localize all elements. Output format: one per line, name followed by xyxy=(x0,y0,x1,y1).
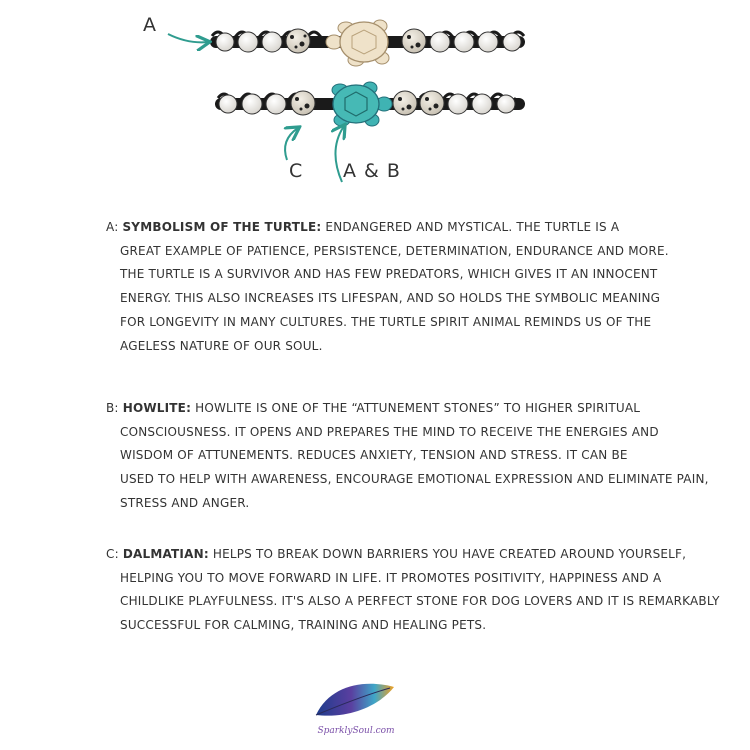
desc-line: CONSCIOUSNESS. IT OPENS AND PREPARES THE MIND TO RECEIVE THE ENERGIES AND xyxy=(120,424,659,439)
marker-b: B: xyxy=(106,401,119,415)
desc-line: WISDOM OF ATTUNEMENTS. REDUCES ANXIETY, TENSION AND STRESS. IT CAN BE xyxy=(120,448,628,463)
desc-line: ENERGY. THIS ALSO INCREASES ITS LIFESPAN, AND SO HOLDS THE SYMBOLIC MEANING xyxy=(120,291,661,306)
heading-turtle: SYMBOLISM OF THE TURTLE: xyxy=(122,220,322,234)
heading-howlite: HOWLITE: xyxy=(122,401,192,415)
desc-line: HOWLITE IS ONE OF THE “ATTUNEMENT STONES” TO HIGHER SPIRITUAL xyxy=(195,401,641,415)
desc-line: AGELESS NATURE OF OUR SOUL. xyxy=(120,338,323,353)
label-a-and-b: A & B xyxy=(343,160,401,182)
arrow-a-icon xyxy=(168,34,208,42)
desc-line: ENDANGERED AND MYSTICAL. THE TURTLE IS A xyxy=(325,220,620,234)
marker-c: C: xyxy=(106,547,119,561)
turquoise-turtle-charm xyxy=(332,82,392,126)
description-turtle xyxy=(106,216,726,358)
desc-line: GREAT EXAMPLE OF PATIENCE, PERSISTENCE, DETERMINATION, ENDURANCE AND MORE. xyxy=(120,243,669,258)
cream-turtle-charm xyxy=(326,20,389,66)
label-c: C xyxy=(289,160,304,182)
description-howlite xyxy=(106,397,726,516)
bracelet-a xyxy=(210,20,525,66)
heading-dalmatian: DALMATIAN: xyxy=(122,547,209,561)
description-dalmatian xyxy=(106,543,726,638)
desc-line: SUCCESSFUL FOR CALMING, TRAINING AND HEALING PETS. xyxy=(120,618,487,633)
desc-line: CHILDLIKE PLAYFULNESS. IT'S ALSO A PERFECT STONE FOR DOG LOVERS AND IT IS REMARKABLY xyxy=(120,594,720,609)
desc-line: HELPS TO BREAK DOWN BARRIERS YOU HAVE CREATED AROUND YOURSELF, xyxy=(212,547,687,561)
desc-line: STRESS AND ANGER. xyxy=(120,495,250,510)
desc-line: USED TO HELP WITH AWARENESS, ENCOURAGE EMOTIONAL EXPRESSION AND ELIMINATE PAIN, xyxy=(120,472,709,487)
arrow-c-icon xyxy=(285,128,298,160)
desc-line: FOR LONGEVITY IN MANY CULTURES. THE TURTLE SPIRIT ANIMAL REMINDS US OF THE xyxy=(120,314,652,329)
desc-line: HELPING YOU TO MOVE FORWARD IN LIFE. IT PROMOTES POSITIVITY, HAPPINESS AND A xyxy=(120,570,662,585)
logo-text: SparklySoul.com xyxy=(317,726,395,736)
marker-a: A: xyxy=(106,220,119,234)
bracelet-b xyxy=(215,82,525,126)
desc-line: THE TURTLE IS A SURVIVOR AND HAS FEW PREDATORS, WHICH GIVES IT AN INNOCENT xyxy=(120,267,658,282)
label-a: A xyxy=(143,14,157,36)
feather-icon xyxy=(310,675,400,727)
